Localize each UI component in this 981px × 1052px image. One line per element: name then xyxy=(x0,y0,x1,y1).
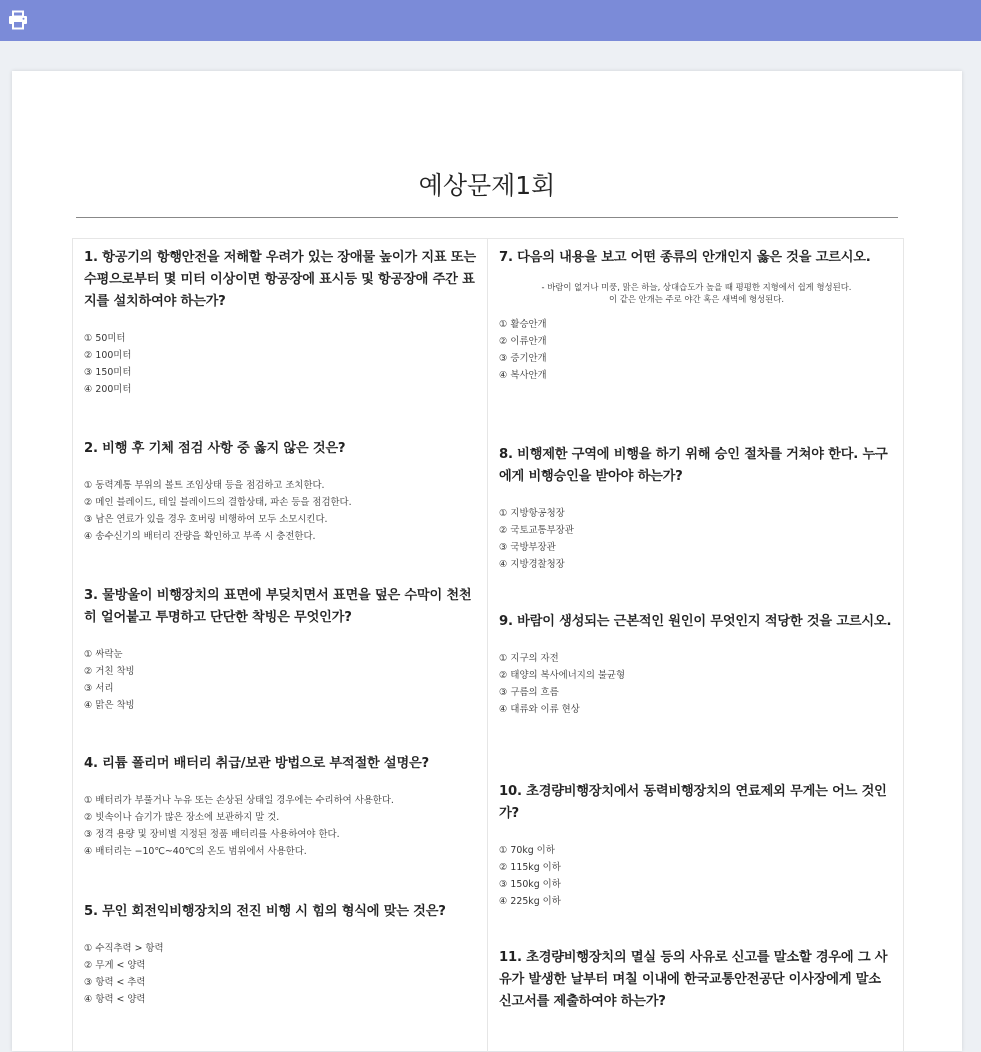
answer-option[interactable]: ④ 지방경찰청장 xyxy=(499,559,565,570)
answer-options xyxy=(84,330,479,398)
question-title: 11. 초경량비행장치의 멸실 등의 사유로 신고를 말소할 경우에 그 사유가 발생한 날부터 며칠 이내에 한국교통안전공단 이사장에게 말소 신고서를 제출하여야 하는가? xyxy=(499,950,888,1009)
answer-option[interactable]: ② 115kg 이하 xyxy=(499,862,561,873)
question-9 xyxy=(499,611,894,718)
passage-line: - 바람이 없거나 미풍, 맑은 하늘, 상대습도가 높을 때 평평한 지형에서 쉽게 형성된다. xyxy=(541,282,852,292)
answer-option[interactable]: ② 메인 블레이드, 테일 블레이드의 결합상태, 파손 등을 점검한다. xyxy=(84,497,352,508)
question-4 xyxy=(84,753,479,860)
answer-option[interactable]: ② 이류안개 xyxy=(499,336,547,347)
answer-option[interactable]: ④ 송수신기의 배터리 잔량을 확인하고 부족 시 충전한다. xyxy=(84,531,316,542)
question-title: 5. 무인 회전익비행장치의 전진 비행 시 힘의 형식에 맞는 것은? xyxy=(84,904,446,919)
answer-options xyxy=(84,646,479,714)
answer-option[interactable]: ① 싸락눈 xyxy=(84,649,123,660)
passage-line: 이 같은 안개는 주로 야간 혹은 새벽에 형성된다. xyxy=(608,294,784,304)
print-button[interactable] xyxy=(8,10,28,30)
answer-options xyxy=(499,650,894,718)
answer-option[interactable]: ① 활승안개 xyxy=(499,319,547,330)
question-7 xyxy=(499,247,894,384)
answer-option[interactable]: ③ 증기안개 xyxy=(499,353,547,364)
page-title: 예상문제1회 xyxy=(418,170,556,200)
answer-options xyxy=(84,477,479,545)
answer-option[interactable]: ④ 복사안개 xyxy=(499,370,547,381)
question-passage xyxy=(499,281,894,305)
answer-option[interactable]: ④ 맑은 착빙 xyxy=(84,700,135,711)
answer-option[interactable]: ① 70kg 이하 xyxy=(499,845,555,856)
exam-paper xyxy=(12,71,962,1051)
question-grid xyxy=(72,238,904,1052)
left-column xyxy=(73,239,488,1052)
question-8 xyxy=(499,444,894,573)
answer-option[interactable]: ② 100미터 xyxy=(84,350,132,361)
answer-options xyxy=(499,842,894,910)
question-2 xyxy=(84,438,479,545)
answer-option[interactable]: ① 지방항공청장 xyxy=(499,508,565,519)
question-11 xyxy=(499,947,894,1013)
question-10 xyxy=(499,781,894,910)
question-title: 10. 초경량비행장치에서 동력비행장치의 연료제외 무게는 어느 것인가? xyxy=(499,784,887,821)
question-title: 3. 물방울이 비행장치의 표면에 부딪치면서 표면을 덮은 수막이 천천히 얼어붙고 투명하고 단단한 착빙은 무엇인가? xyxy=(84,588,472,625)
question-title: 2. 비행 후 기체 점검 사항 중 옳지 않은 것은? xyxy=(84,441,346,456)
answer-option[interactable]: ③ 150kg 이하 xyxy=(499,879,561,890)
question-1 xyxy=(84,247,479,398)
title-divider xyxy=(76,217,898,218)
answer-option[interactable]: ① 배터리가 부풀거나 누유 또는 손상된 상태일 경우에는 수리하여 사용한다. xyxy=(84,795,394,806)
answer-option[interactable]: ② 태양의 복사에너지의 불균형 xyxy=(499,670,626,681)
answer-option[interactable]: ④ 대류와 이류 현상 xyxy=(499,704,580,715)
answer-option[interactable]: ③ 정격 용량 및 장비별 지정된 정품 배터리를 사용하여야 한다. xyxy=(84,829,340,840)
question-title: 4. 리튬 폴리머 배터리 취급/보관 방법으로 부적절한 설명은? xyxy=(84,756,429,771)
question-title: 7. 다음의 내용을 보고 어떤 종류의 안개인지 옳은 것을 고르시오. xyxy=(499,250,871,265)
question-title: 9. 바람이 생성되는 근본적인 원인이 무엇인지 적당한 것을 고르시오. xyxy=(499,614,892,629)
printer-icon xyxy=(8,10,28,30)
answer-option[interactable]: ③ 항력 < 추력 xyxy=(84,977,146,988)
answer-option[interactable]: ③ 남은 연료가 있을 경우 호버링 비행하여 모두 소모시킨다. xyxy=(84,514,328,525)
answer-option[interactable]: ④ 225kg 이하 xyxy=(499,896,561,907)
answer-option[interactable]: ② 거친 착빙 xyxy=(84,666,135,677)
answer-option[interactable]: ① 수직추력 > 항력 xyxy=(84,943,164,954)
answer-option[interactable]: ③ 구름의 흐름 xyxy=(499,687,559,698)
question-3 xyxy=(84,585,479,714)
answer-options xyxy=(499,505,894,573)
answer-option[interactable]: ④ 200미터 xyxy=(84,384,132,395)
answer-option[interactable]: ① 동력계통 부위의 볼트 조임상태 등을 점검하고 조치한다. xyxy=(84,480,325,491)
answer-option[interactable]: ② 무게 < 양력 xyxy=(84,960,146,971)
answer-option[interactable]: ③ 150미터 xyxy=(84,367,132,378)
answer-options xyxy=(499,316,894,384)
answer-option[interactable]: ① 지구의 자전 xyxy=(499,653,559,664)
question-5 xyxy=(84,901,479,1008)
answer-option[interactable]: ④ 배터리는 −10℃~40℃의 온도 범위에서 사용한다. xyxy=(84,846,307,857)
question-title: 8. 비행제한 구역에 비행을 하기 위해 승인 절차를 거쳐야 한다. 누구에게 비행승인을 받아야 하는가? xyxy=(499,447,888,484)
top-toolbar xyxy=(0,0,981,41)
answer-option[interactable]: ② 국토교통부장관 xyxy=(499,525,574,536)
answer-option[interactable]: ① 50미터 xyxy=(84,333,126,344)
answer-options xyxy=(84,792,479,860)
answer-option[interactable]: ③ 국방부장관 xyxy=(499,542,556,553)
question-title: 1. 항공기의 항행안전을 저해할 우려가 있는 장애물 높이가 지표 또는 수평으로부터 몇 미터 이상이면 항공장에 표시등 및 항공장애 주간 표지를 설치하여야 하는가? xyxy=(84,250,476,309)
answer-options xyxy=(84,940,479,1008)
answer-option[interactable]: ② 빗속이나 습기가 많은 장소에 보관하지 말 것. xyxy=(84,812,280,823)
answer-option[interactable]: ③ 서리 xyxy=(84,683,114,694)
answer-option[interactable]: ④ 항력 < 양력 xyxy=(84,994,146,1005)
